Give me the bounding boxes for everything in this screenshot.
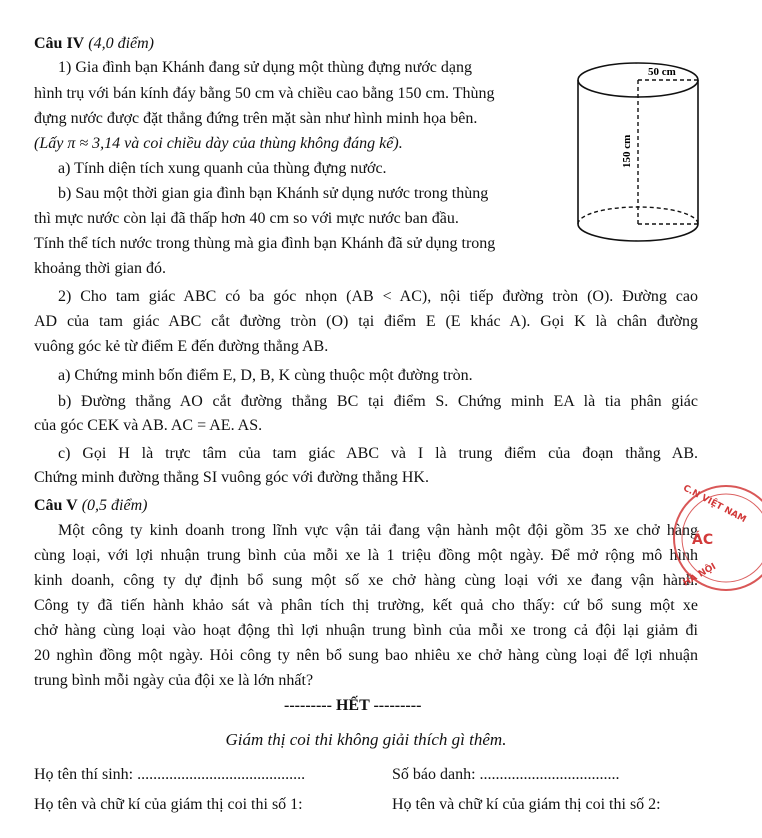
q4-p1-line-3: (Lấy π ≈ 3,14 và coi chiều dày của thùng không đáng kể).	[34, 135, 403, 152]
q4-p1-line-4: a) Tính diện tích xung quanh của thùng đựng nước.	[58, 160, 387, 177]
q4-p2-line-5: của góc CEK và AB. AC = AE. AS.	[34, 417, 263, 434]
height-label: 150 cm	[621, 134, 633, 168]
q4-p2-line-7: Chứng minh đường thẳng SI vuông góc với đường thẳng HK.	[34, 469, 429, 486]
radius-label: 50 cm	[648, 66, 676, 78]
supervisor-1-field: Họ tên và chữ kí của giám thị coi thi số 1:	[34, 796, 303, 813]
q4-p2-line-2: vuông góc kẻ từ điểm E đến đường thẳng AB.	[34, 338, 329, 355]
stamp-top-text: C.N VIỆT NAM	[681, 483, 748, 526]
q4-p2-line-0: 2) Cho tam giác ABC có ba góc nhọn (AB < AC), nội tiếp đường tròn (O). Đường cao	[58, 288, 698, 305]
q4-p1-line-0: 1) Gia đình bạn Khánh đang sử dụng một thùng đựng nước dạng	[58, 59, 472, 76]
q5-line-3: Công ty đã tiến hành khảo sát và phân tích thị trường, kết quả cho thấy: cứ bổ sung một xe	[34, 597, 698, 614]
question-4-points: (4,0 điểm)	[88, 35, 154, 52]
question-5-heading: Câu V	[34, 497, 78, 514]
cylinder-drawing	[572, 56, 722, 256]
cylinder-figure	[572, 56, 722, 261]
q4-p1-line-5: b) Sau một thời gian gia đình bạn Khánh sử dụng nước trong thùng	[58, 185, 489, 202]
question-5-header	[34, 496, 147, 516]
stamp-mid-text: ÁC	[692, 532, 714, 548]
q5-line-6: trung bình mỗi ngày của đội xe là lớn nhất?	[34, 672, 314, 689]
question-5-points: (0,5 điểm)	[81, 497, 148, 514]
end-mark: --------- HẾT ---------	[284, 697, 422, 714]
stamp-bottom-text: HÀ NỘI	[681, 561, 718, 589]
q5-line-5: 20 nghìn đồng một ngày. Hỏi công ty nên bổ sung bao nhiêu xe chở hàng cùng loại để lợi nhuận	[34, 647, 698, 664]
candidate-name-field: Họ tên thí sinh: ..........................................	[34, 766, 306, 783]
question-4-header	[34, 34, 154, 54]
candidate-number-field: Số báo danh: ...................................	[392, 766, 620, 783]
q4-p1-line-1: hình trụ với bán kính đáy bằng 50 cm và chiều cao bằng 150 cm. Thùng	[34, 85, 495, 102]
supervisor-note: Giám thị coi thi không giải thích gì thêm.	[225, 730, 507, 749]
q4-p1-line-6: thì mực nước còn lại đã thấp hơn 40 cm so với mực nước ban đầu.	[34, 210, 459, 227]
q4-p2-line-4: b) Đường thẳng AO cắt đường thẳng BC tại điểm S. Chứng minh EA là tia phân giác	[58, 393, 698, 410]
q5-line-0: Một công ty kinh doanh trong lĩnh vực vận tải đang vận hành một đội gồm 35 xe chở hàng	[58, 522, 698, 539]
cylinder-bottom-front	[578, 224, 698, 241]
q5-line-2: kinh doanh, công ty dự định bổ sung một số xe chở hàng cùng loại với xe đang vận hành.	[34, 572, 698, 589]
q4-p1-line-8: khoảng thời gian đó.	[34, 260, 166, 277]
q4-p2-line-3: a) Chứng minh bốn điểm E, D, B, K cùng thuộc một đường tròn.	[58, 367, 473, 384]
q5-line-4: chở hàng cùng loại vào hoạt động thì lợi nhuận trung bình của mỗi xe trong cả đội lại giảm đi	[34, 622, 698, 639]
q4-p2-line-1: AD của tam giác ABC cắt đường tròn (O) tại điểm E (E khác A). Gọi K là chân đường	[34, 313, 698, 330]
q4-p1-line-7: Tính thể tích nước trong thùng mà gia đình bạn Khánh đã sử dụng trong	[34, 235, 496, 252]
q4-p1-line-2: đựng nước được đặt thẳng đứng trên mặt sàn như hình minh họa bên.	[34, 110, 478, 127]
supervisor-2-field: Họ tên và chữ kí của giám thị coi thi số 2:	[392, 796, 661, 813]
q5-line-1: cùng loại, với lợi nhuận trung bình của mỗi xe là 1 triệu đồng một ngày. Để mở rộng mô hình	[34, 547, 698, 564]
question-4-heading: Câu IV	[34, 35, 85, 52]
q4-p2-line-6: c) Gọi H là trực tâm của tam giác ABC và I là trung điểm của đoạn thẳng AB.	[58, 445, 698, 462]
